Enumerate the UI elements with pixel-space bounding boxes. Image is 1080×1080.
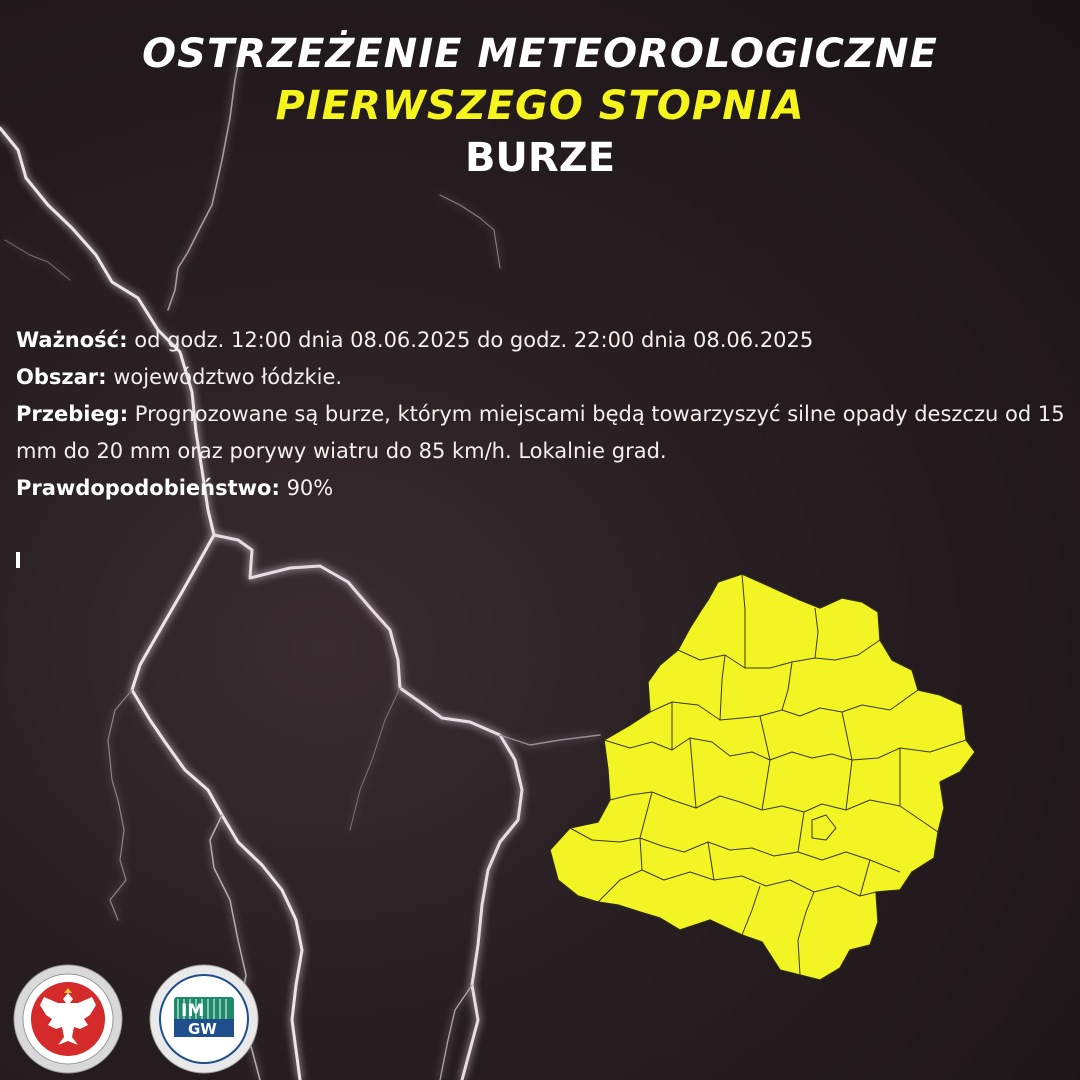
region-outline (550, 574, 975, 980)
imgw-mark-bottom: GW (188, 1020, 217, 1038)
headline (0, 28, 1080, 184)
text-cursor-mark (16, 552, 20, 568)
probability-label: Prawdopodobieństwo: (16, 476, 280, 500)
warning-level: PIERWSZEGO STOPNIA (275, 83, 805, 129)
probability-row (16, 470, 1076, 507)
area-row (16, 359, 1076, 396)
course-value: Prognozowane są burze, którym miejscami będą towarzyszyć silne opady deszczu od 15 mm do 20 mm oraz porywy wiatru do 85 km/h. Lokalnie grad. (16, 402, 1065, 463)
area-label: Obszar: (16, 365, 107, 389)
warning-details (16, 322, 1076, 507)
probability-value: 90% (279, 476, 334, 500)
course-label: Przebieg: (16, 402, 129, 426)
validity-label: Ważność: (16, 328, 128, 352)
validity-value: od godz. 12:00 dnia 08.06.2025 do godz. 22:00 dnia 08.06.2025 (127, 328, 814, 352)
imgw-mark-top: IM (181, 1001, 205, 1021)
lodzkie-voivodeship-map (545, 570, 980, 985)
area-value: województwo łódzkie. (106, 365, 343, 389)
course-row (16, 396, 1076, 470)
imgw-logo-icon (148, 963, 260, 1075)
warning-type: BURZE (464, 135, 616, 181)
polish-eagle-emblem-icon (12, 963, 124, 1075)
validity-row (16, 322, 1076, 359)
warning-title: OSTRZEŻENIE METEOROLOGICZNE (142, 31, 938, 77)
